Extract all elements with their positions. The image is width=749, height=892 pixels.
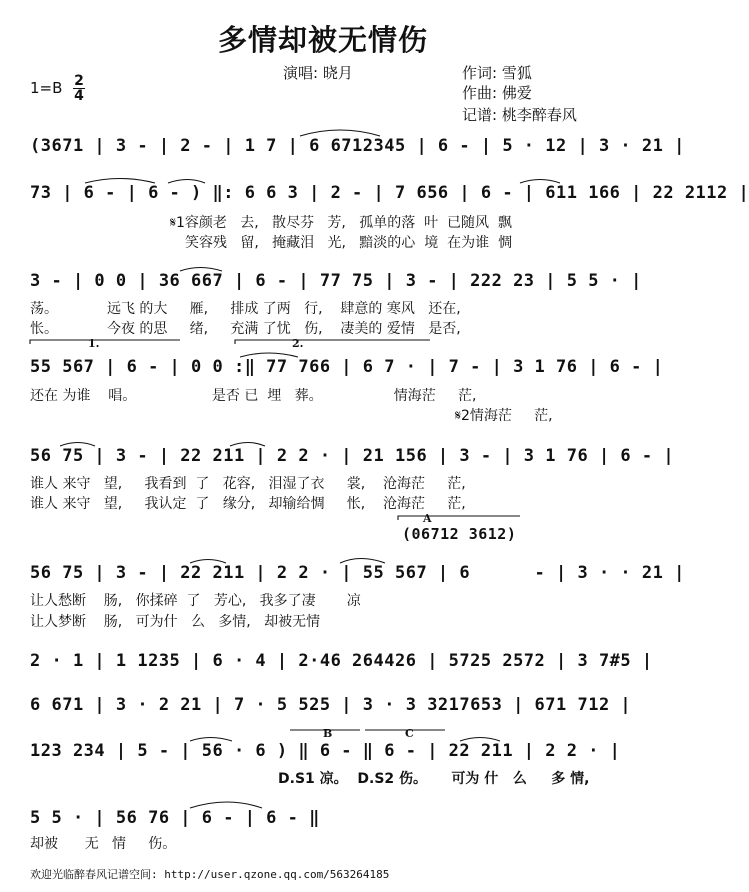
notation-line-7: 2 · 1 | 1 1235 | 6 · 4 | 2·46 264426 | 5725 2572 | 3 7#5 |	[30, 651, 653, 671]
second-ending-marker: 2.	[292, 337, 304, 350]
notation-line-6: 56 75 | 3 - | 22 211 | 2 2 · | 55 567 | 6 - | 3 · · 21 |	[30, 563, 685, 583]
first-ending-marker: 1.	[88, 337, 100, 350]
second-ending-bracket	[235, 340, 430, 344]
notation-line-3: 3 - | 0 0 | 36 667 | 6 - | 77 75 | 3 - | 222 23 | 5 5 · |	[30, 271, 642, 291]
coda-phrase: (06712 3612)	[402, 525, 517, 543]
footer-credit: 欢迎光临醉春风记谱空间: http://user.qzone.qq.com/563264185	[30, 868, 390, 881]
coda-c-marker: C	[405, 727, 414, 740]
lyric-line-9: D.S1 凉。 D.S2 伤。 可为 什 么 多 情,	[278, 771, 590, 787]
transcriber-credit: 记谱: 桃李醉春风	[462, 106, 577, 124]
composer-credit: 作曲: 佛爱	[462, 84, 532, 102]
time-signature-bottom: 4	[74, 88, 84, 104]
coda-b-marker: B	[323, 727, 333, 740]
singer-credit: 演唱: 晓月	[283, 64, 353, 82]
lyric-line-3a: 荡。 远飞 的大 雁, 排成 了两 行, 肆意的 寒风 还在,	[30, 301, 461, 317]
lyric-line-2b: 笑容残 留, 掩藏泪 光, 黯淡的心 境 在为谁 惆	[185, 235, 513, 251]
lyric-line-5a: 谁人 来守 望, 我看到 了 花容, 泪湿了衣 裳, 沧海茫 茫,	[30, 476, 466, 492]
notation-line-2: 73 | 6 - | 6 - ) ‖: 6 6 3 | 2 - | 7 656 | 6 - | 611 166 | 22 2112 |	[30, 183, 749, 203]
lyric-line-6b: 让人梦断 肠, 可为什 么 多情, 却被无情	[30, 614, 321, 630]
notation-line-5: 56 75 | 3 - | 22 211 | 2 2 · | 21 156 | 3 - | 3 1 76 | 6 - |	[30, 446, 675, 466]
lyricist-credit: 作词: 雪狐	[462, 64, 532, 82]
coda-a-marker: A	[423, 512, 432, 525]
notation-line-1: (3671 | 3 - | 2 - | 1 7 | 6 6712345 | 6 - | 5 · 12 | 3 · 21 |	[30, 136, 685, 156]
lyric-line-4b: 𝄋2情海茫 茫,	[455, 408, 553, 424]
lyric-line-5b: 谁人 来守 望, 我认定 了 缘分, 却输给惆 怅, 沧海茫 茫,	[30, 496, 466, 512]
lyric-line-3b: 怅。 今夜 的思 绪, 充满 了忧 伤, 凄美的 爱情 是否,	[30, 321, 461, 337]
score-title: 多情却被无情伤	[217, 23, 428, 57]
lyric-line-2a: 𝄋1容颜老 去, 散尽芬 芳, 孤单的落 叶 已随风 飘	[170, 215, 512, 231]
notation-line-9: 123 234 | 5 - | 56 · 6 ) ‖ 6 - ‖ 6 - | 22 211 | 2 2 · |	[30, 741, 621, 761]
lyric-line-4a: 还在 为谁 唱。 是否 已 埋 葬。 情海茫 茫,	[30, 388, 477, 404]
lyric-line-6a: 让人愁断 肠, 你揉碎 了 芳心, 我多了凄 凉	[30, 593, 361, 609]
notation-line-10: 5 5 · | 56 76 | 6 - | 6 - ‖	[30, 808, 320, 828]
notation-line-4: 55 567 | 6 - | 0 0 :‖ 77 766 | 6 7 · | 7 - | 3 1 76 | 6 - |	[30, 357, 664, 377]
coda-bracket	[398, 516, 520, 520]
notation-line-8: 6 671 | 3 · 2 21 | 7 · 5 525 | 3 · 3 3217653 | 671 712 |	[30, 695, 632, 715]
first-ending-bracket	[30, 340, 180, 344]
key-signature: 1=B	[30, 79, 63, 97]
time-signature-top: 2	[74, 73, 84, 89]
lyric-line-10: 却被 无 情 伤。	[30, 836, 177, 852]
